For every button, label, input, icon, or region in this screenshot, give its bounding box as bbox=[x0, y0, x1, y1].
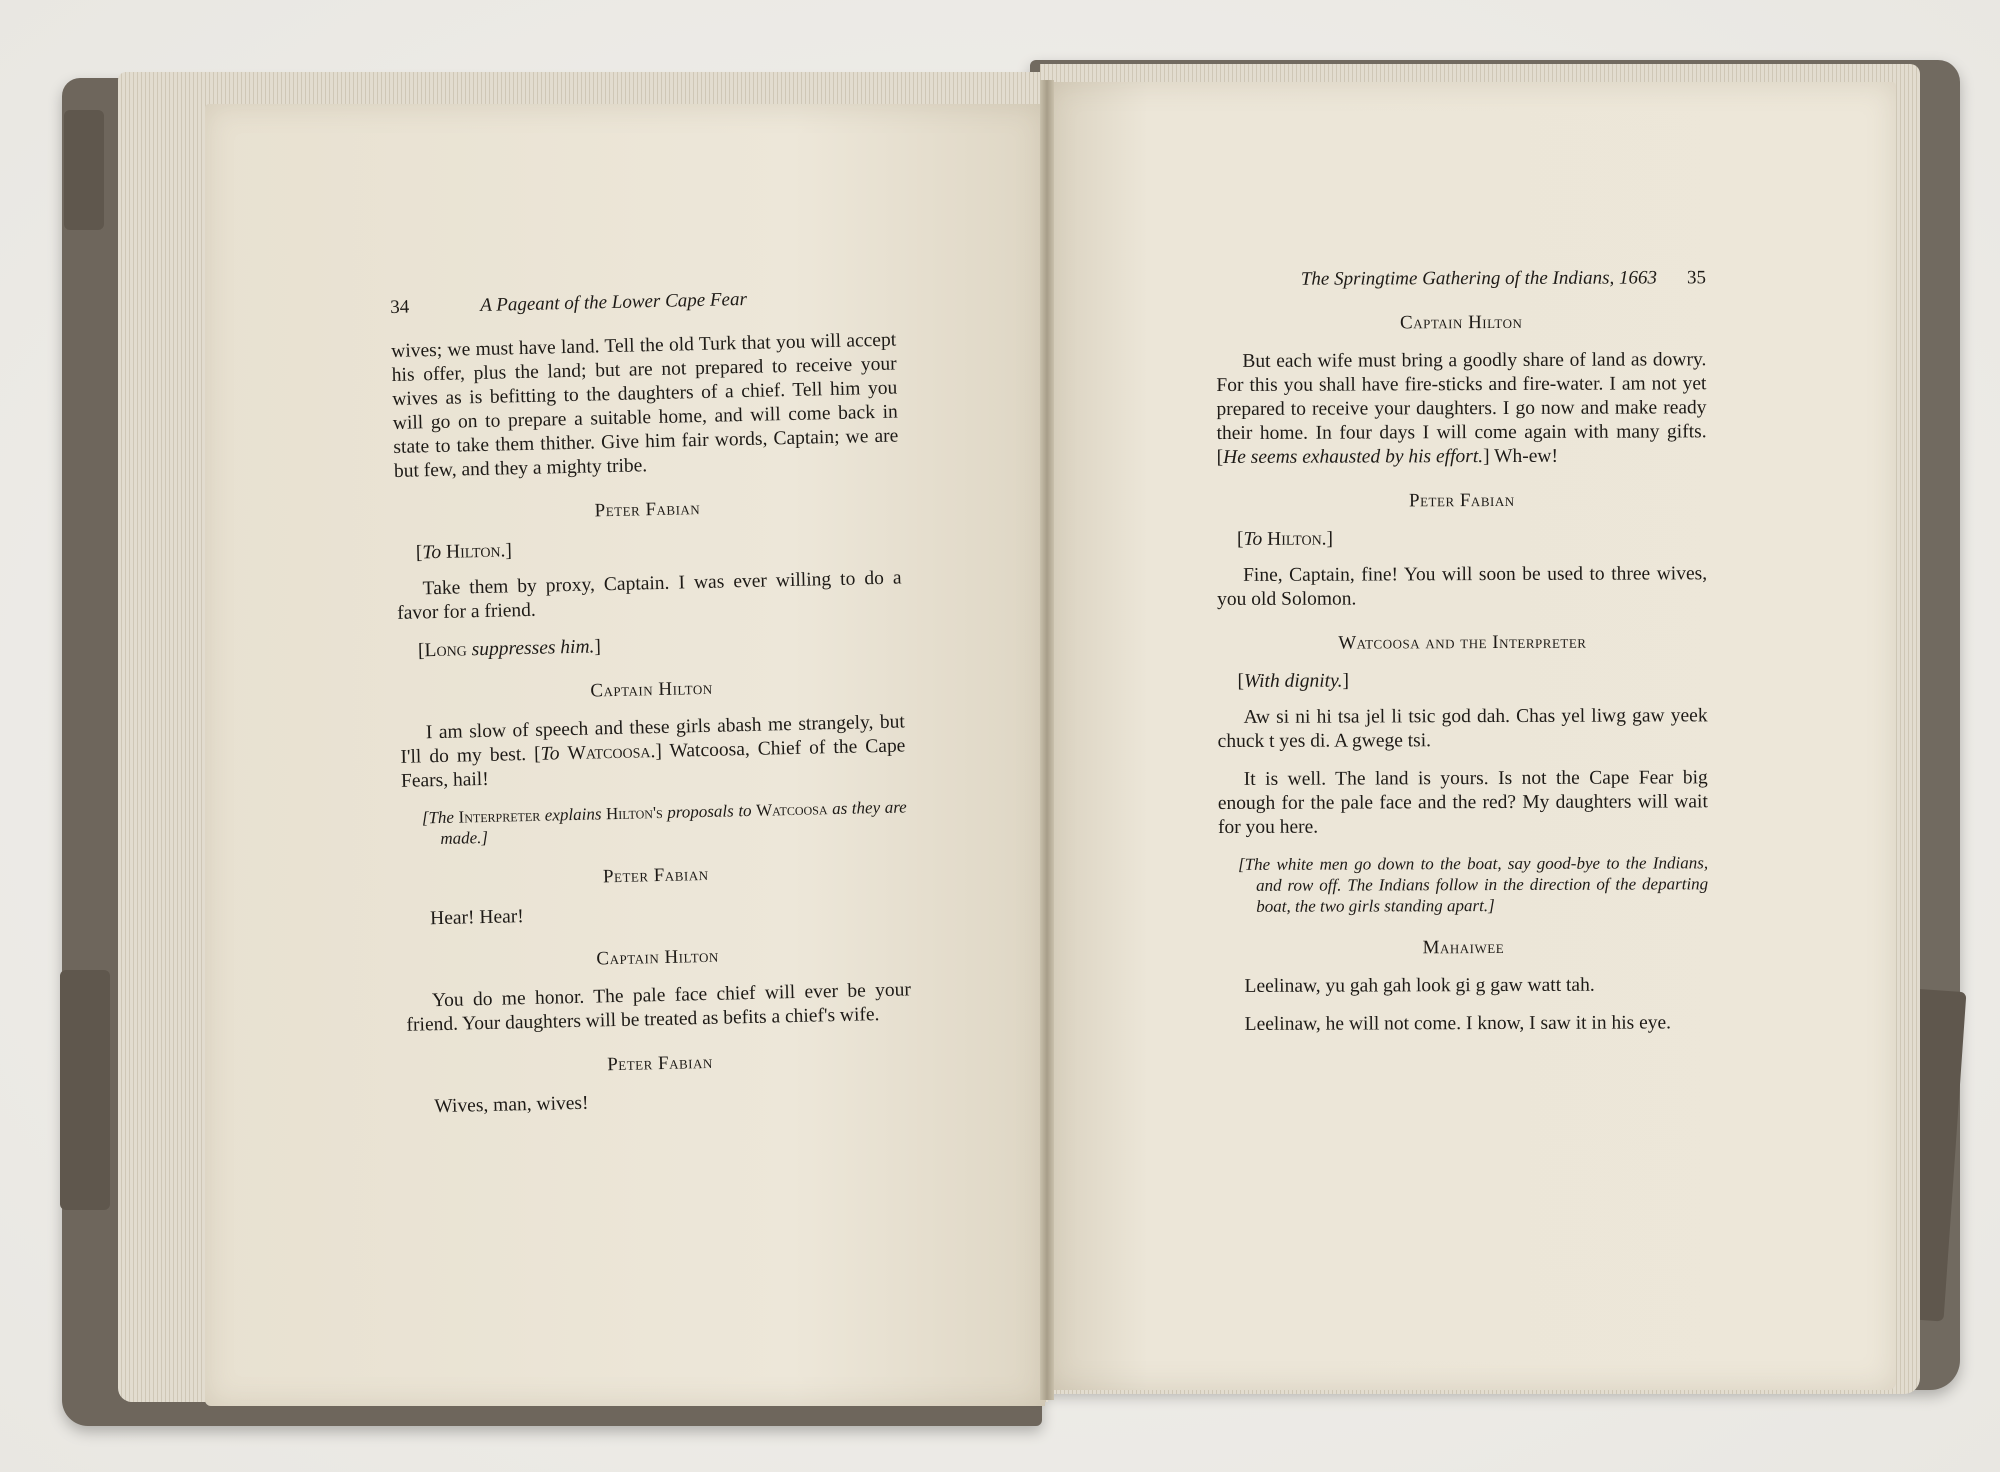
speaker-name: Mahaiwee bbox=[1422, 936, 1505, 959]
page-number: 34 bbox=[390, 296, 410, 318]
stage-direction: [The white men go down to the boat, say good-bye to the Indians, and row off. The Indians follow in the direction of the departing boat, the two girls standing apart.] bbox=[1238, 853, 1709, 916]
speaker-name: Peter Fabian bbox=[606, 1051, 713, 1076]
speaker-name: Captain Hilton bbox=[596, 945, 719, 970]
speaker-name: Peter Fabian bbox=[1408, 489, 1515, 512]
worn-cover-edge bbox=[64, 110, 104, 230]
running-title: The Springtime Gathering of the Indians, 1663 bbox=[1300, 267, 1658, 290]
right-page-text bbox=[1216, 266, 1709, 1051]
paragraph: Leelinaw, yu gah gah look gi g gaw watt tah. bbox=[1244, 974, 1595, 997]
page-number: 35 bbox=[1687, 267, 1707, 289]
left-page-text bbox=[390, 285, 914, 1134]
speaker-name: Watcoosa and the Interpreter bbox=[1338, 631, 1587, 654]
speaker-name: Captain Hilton bbox=[590, 677, 713, 702]
paragraph: It is well. The land is yours. Is not the Cape Fear big enough for the pale face and the red? My daughters will wait for you here. bbox=[1217, 767, 1708, 838]
paragraph: Fine, Captain, fine! You will soon be used to three wives, you old Solomon. bbox=[1217, 563, 1708, 610]
worn-cover-edge bbox=[60, 970, 110, 1210]
book-gutter bbox=[1040, 80, 1054, 1400]
paragraph: You do me honor. The pale face chief will ever be your friend. Your daughters will be treated as befits a chief's wife. bbox=[406, 979, 912, 1036]
paragraph: But each wife must bring a goodly share of land as dowry. For this you shall have fire-sticks and fire-water. I am not yet prepared to receive your daughters. I go now and make ready their home. In four days I will come again with many gifts. [He seems exhausted by his effort.] Wh-ew! bbox=[1216, 349, 1707, 468]
paragraph: Take them by proxy, Captain. I was ever willing to do a favor for a friend. bbox=[396, 567, 902, 624]
paragraph: Leelinaw, he will not come. I know, I saw it in his eye. bbox=[1244, 1012, 1672, 1035]
paragraph: I am slow of speech and these girls abash me strangely, but I'll do my best. [To Watcoosa.] Watcoosa, Chief of the Cape Fears, hail! bbox=[400, 711, 906, 792]
stage-direction: [With dignity.] bbox=[1237, 670, 1350, 692]
stage-direction: [The Interpreter explains Hilton's proposals to Watcoosa as they are made.] bbox=[421, 797, 907, 848]
paragraph: wives; we must have land. Tell the old Turk that you will accept his offer, plus the land; but are not prepared to receive your wives as is befitting to the daughters of a chief. Tell him you will go on to prepare a suitable home, and will come back in state to take them thither. Give him fair words, Captain; we are but few, and they a mighty tribe. bbox=[391, 329, 899, 482]
paragraph: Aw si ni hi tsa jel li tsic god dah. Chas yel liwg gaw yeek chuck t yes di. A gwege tsi. bbox=[1217, 705, 1708, 752]
speaker-name: Peter Fabian bbox=[602, 863, 709, 888]
stage-direction: [To Hilton.] bbox=[1236, 528, 1334, 550]
paragraph: Wives, man, wives! bbox=[434, 1092, 589, 1118]
running-title: A Pageant of the Lower Cape Fear bbox=[479, 288, 748, 316]
speaker-name: Peter Fabian bbox=[594, 498, 701, 522]
speaker-name: Captain Hilton bbox=[1399, 311, 1523, 334]
stage-direction: [Long suppresses him.] bbox=[417, 636, 602, 662]
paragraph: Hear! Hear! bbox=[429, 906, 524, 930]
stage-direction: [To Hilton.] bbox=[415, 540, 513, 564]
running-head bbox=[1216, 266, 1706, 292]
